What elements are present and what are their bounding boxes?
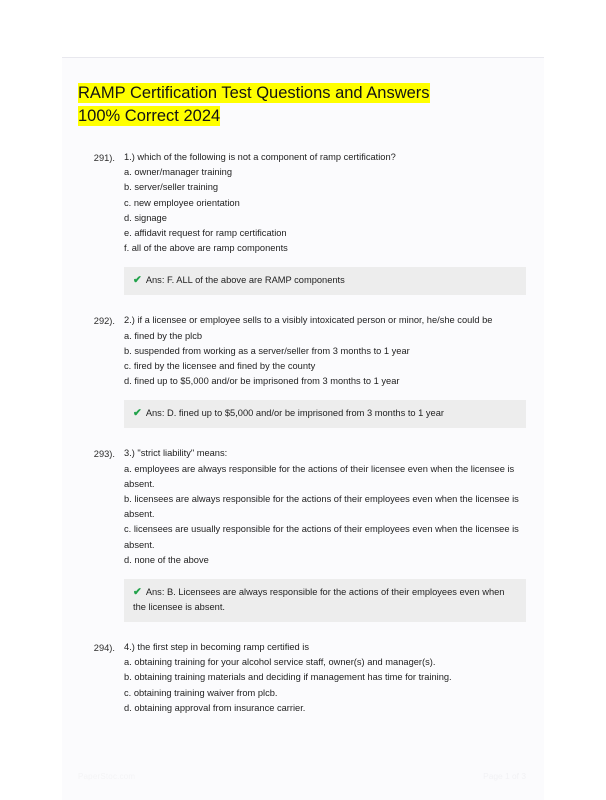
- question-number: 293).: [93, 448, 115, 459]
- answer-line: [133, 406, 517, 421]
- question-number: 292).: [93, 315, 115, 326]
- question-number: 294).: [93, 642, 115, 653]
- question-option[interactable]: c. fired by the licensee and fined by the county: [124, 361, 316, 372]
- question-option[interactable]: c. new employee orientation: [124, 197, 240, 208]
- question-option[interactable]: b. suspended from working as a server/seller from 3 months to 1 year: [124, 345, 410, 356]
- question-option[interactable]: b. obtaining training materials and deciding if management has time for training.: [124, 672, 452, 683]
- question-block: [78, 313, 526, 428]
- question-option[interactable]: d. none of the above: [124, 554, 209, 565]
- answer-box: [124, 267, 526, 295]
- question-option[interactable]: c. licensees are usually responsible for the actions of their employees even when the licensee is absent.: [124, 524, 519, 550]
- question-block: [78, 640, 526, 716]
- question-option[interactable]: a. owner/manager training: [124, 167, 233, 178]
- question-option[interactable]: d. signage: [124, 212, 167, 223]
- question-option[interactable]: a. obtaining training for your alcohol service staff, owner(s) and manager(s).: [124, 657, 436, 668]
- answer-line: [133, 273, 517, 288]
- check-icon: ✔: [133, 274, 142, 287]
- question-option[interactable]: b. server/seller training: [124, 182, 219, 193]
- question-option[interactable]: a. fined by the plcb: [124, 330, 203, 341]
- answer-box: [124, 400, 526, 428]
- question-option[interactable]: b. licensees are always responsible for the actions of their employees even when the licensee is absent.: [124, 494, 519, 520]
- question-list: [62, 128, 544, 716]
- question-body: [124, 446, 526, 622]
- answer-text: Ans: B. Licensees are always responsible for the actions of their employees even when the licensee is absent.: [133, 587, 505, 613]
- question-option[interactable]: d. fined up to $5,000 and/or be imprisoned from 3 months to 1 year: [124, 376, 400, 387]
- question-stem: 4.) the first step in becoming ramp certified is: [124, 642, 309, 653]
- check-icon: ✔: [133, 407, 142, 420]
- question-option[interactable]: c. obtaining training waiver from plcb.: [124, 687, 278, 698]
- question-option[interactable]: a. employees are always responsible for the actions of their licensee even when the licensee is absent.: [124, 463, 515, 489]
- question-number: 291).: [93, 152, 115, 163]
- page-title: [62, 58, 544, 128]
- question-stem: 3.) "strict liability" means:: [124, 448, 228, 459]
- question-stem: 1.) which of the following is not a component of ramp certification?: [124, 152, 396, 162]
- page-title-line-1: RAMP Certification Test Questions and Answers: [78, 84, 430, 102]
- question-block: [78, 446, 526, 622]
- answer-box: [124, 579, 526, 622]
- question-option[interactable]: e. affidavit request for ramp certification: [124, 228, 287, 239]
- footer-page-number: Page 1 of 3: [483, 771, 526, 781]
- footer-brand-watermark: PaperStoc.com: [78, 771, 136, 781]
- question-body: [124, 150, 526, 295]
- page-title-line-2: 100% Correct 2024: [78, 107, 221, 125]
- page-footer: [62, 752, 544, 800]
- question-option[interactable]: f. all of the above are ramp components: [124, 243, 288, 254]
- question-body: [124, 640, 526, 716]
- answer-text: Ans: D. fined up to $5,000 and/or be imprisoned from 3 months to 1 year: [145, 408, 444, 419]
- answer-line: [133, 585, 517, 615]
- question-stem: 2.) if a licensee or employee sells to a visibly intoxicated person or minor, he/she could be: [124, 315, 493, 326]
- question-body: [124, 313, 526, 428]
- question-block: [78, 150, 526, 295]
- question-option[interactable]: d. obtaining approval from insurance carrier.: [124, 702, 306, 713]
- check-icon: ✔: [133, 586, 142, 599]
- document-page: [62, 58, 544, 800]
- answer-text: Ans: F. ALL of the above are RAMP components: [145, 275, 345, 286]
